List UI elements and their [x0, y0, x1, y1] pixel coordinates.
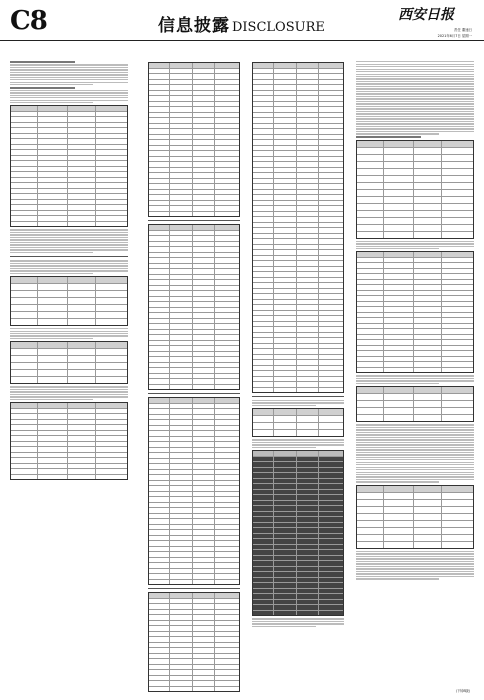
text-line — [356, 86, 474, 87]
text-line — [356, 66, 474, 67]
table-row — [253, 429, 343, 436]
text-line — [10, 242, 128, 243]
text-line — [356, 561, 474, 562]
table-row — [357, 182, 473, 189]
text-line — [356, 551, 474, 552]
table-row — [11, 297, 127, 304]
section-title-en: DISCLOSURE — [232, 20, 325, 35]
text-line — [10, 265, 128, 266]
data-table — [356, 485, 474, 549]
table-row — [357, 175, 473, 182]
text-line — [252, 623, 344, 624]
data-table — [252, 62, 344, 393]
table-row — [357, 367, 473, 373]
text-line — [356, 576, 474, 577]
text-line — [356, 479, 474, 480]
text-block — [356, 375, 474, 384]
data-table — [148, 592, 240, 692]
column-3 — [252, 60, 344, 628]
text-block — [10, 328, 128, 339]
table-row — [357, 513, 473, 520]
table-row — [253, 387, 343, 393]
section-title — [158, 11, 325, 36]
text-line — [252, 626, 316, 627]
table-row — [357, 147, 473, 154]
divider — [148, 393, 240, 394]
text-line — [10, 270, 128, 271]
text-line — [356, 556, 474, 557]
text-line — [356, 558, 474, 559]
text-line — [10, 247, 128, 248]
table-row — [357, 492, 473, 499]
table-row — [357, 393, 473, 400]
table-row — [357, 210, 473, 217]
subheading — [10, 61, 75, 63]
text-line — [10, 100, 128, 101]
column-2 — [148, 60, 240, 694]
text-line — [356, 248, 439, 249]
text-line — [10, 84, 93, 85]
text-block — [252, 618, 344, 627]
table-row — [11, 304, 127, 311]
table-row — [357, 534, 473, 541]
data-table — [148, 224, 240, 390]
text-line — [356, 472, 474, 473]
text-line — [10, 237, 128, 238]
table-row — [149, 686, 239, 692]
text-line — [356, 118, 474, 119]
table-row — [149, 579, 239, 585]
text-line — [10, 263, 128, 264]
table-row — [357, 224, 473, 231]
continued-marker: (下转B版) — [455, 689, 470, 693]
subheading — [10, 87, 75, 89]
text-line — [356, 91, 474, 92]
table-row — [11, 369, 127, 376]
text-line — [356, 98, 474, 99]
table-row — [253, 422, 343, 429]
text-line — [356, 69, 474, 70]
table-row — [149, 384, 239, 390]
text-line — [356, 437, 474, 438]
text-line — [252, 442, 344, 443]
text-line — [356, 380, 474, 381]
text-line — [356, 121, 474, 122]
text-line — [356, 571, 474, 572]
text-line — [356, 131, 474, 132]
text-line — [10, 396, 128, 397]
table-row — [357, 541, 473, 548]
table-row — [357, 168, 473, 175]
text-line — [252, 402, 344, 403]
text-line — [252, 444, 344, 445]
text-line — [10, 64, 128, 65]
table-row — [11, 290, 127, 297]
data-table — [356, 386, 474, 422]
table-row — [149, 211, 239, 217]
table-row — [357, 231, 473, 238]
text-line — [356, 76, 474, 77]
edition-line: 责任 董速日 — [453, 28, 472, 32]
data-table — [356, 140, 474, 239]
text-line — [252, 621, 344, 622]
text-line — [356, 101, 474, 102]
text-line — [10, 229, 128, 230]
table-row — [253, 415, 343, 422]
text-line — [356, 432, 474, 433]
divider — [10, 256, 128, 257]
text-line — [252, 405, 316, 406]
data-table — [10, 341, 128, 384]
text-line — [356, 383, 439, 384]
text-line — [356, 61, 474, 62]
text-line — [356, 123, 474, 124]
text-line — [356, 88, 474, 89]
text-line — [356, 96, 474, 97]
text-line — [356, 74, 474, 75]
text-block — [356, 241, 474, 250]
data-table — [148, 397, 240, 585]
table-row — [357, 154, 473, 161]
text-line — [356, 553, 474, 554]
text-line — [10, 328, 128, 329]
text-line — [10, 102, 93, 103]
text-line — [356, 78, 474, 79]
text-line — [356, 126, 474, 127]
table-row — [357, 520, 473, 527]
divider — [252, 396, 344, 397]
text-block — [10, 229, 128, 253]
text-line — [10, 391, 128, 392]
text-line — [10, 399, 93, 400]
table-row — [11, 283, 127, 290]
table-row — [357, 506, 473, 513]
data-table — [10, 276, 128, 326]
table-row — [11, 362, 127, 369]
text-line — [356, 103, 474, 104]
text-line — [10, 394, 128, 395]
text-line — [252, 400, 344, 401]
table-row — [357, 527, 473, 534]
text-line — [10, 386, 128, 387]
section-title-cn: 信息披露 — [158, 16, 230, 36]
text-line — [356, 113, 474, 114]
text-line — [356, 241, 474, 242]
issue-date-line: 2021年6月7日 星期一 — [437, 34, 472, 38]
table-row — [253, 610, 343, 616]
data-table — [148, 62, 240, 217]
newspaper-logo: 西安日报 — [398, 7, 454, 23]
text-line — [356, 83, 474, 84]
text-line — [356, 457, 474, 458]
table-row — [11, 355, 127, 362]
text-line — [10, 95, 128, 96]
table-row — [11, 318, 127, 325]
table-row — [357, 400, 473, 407]
table-row — [357, 196, 473, 203]
text-line — [10, 92, 128, 93]
data-table — [10, 402, 128, 480]
table-row — [357, 414, 473, 421]
text-line — [356, 454, 474, 455]
page-code: C8 — [10, 6, 47, 36]
text-line — [10, 335, 128, 336]
text-line — [356, 111, 474, 112]
text-line — [356, 452, 474, 453]
text-block — [10, 90, 128, 104]
text-line — [356, 467, 474, 468]
text-line — [10, 234, 128, 235]
data-table — [252, 408, 344, 437]
table-row — [11, 348, 127, 355]
text-line — [10, 268, 128, 269]
text-line — [356, 439, 474, 440]
text-line — [356, 243, 474, 244]
text-line — [10, 273, 93, 274]
table-row — [357, 217, 473, 224]
text-block — [252, 439, 344, 448]
text-line — [356, 449, 474, 450]
text-line — [356, 108, 474, 109]
text-line — [356, 116, 474, 117]
text-line — [10, 239, 128, 240]
text-block — [10, 260, 128, 274]
text-line — [10, 97, 128, 98]
text-line — [10, 249, 128, 250]
text-line — [356, 464, 474, 465]
data-table — [10, 105, 128, 227]
text-line — [252, 447, 316, 448]
table-row — [11, 311, 127, 318]
table-row — [11, 376, 127, 383]
data-table — [252, 450, 344, 616]
text-line — [10, 331, 128, 332]
text-line — [356, 71, 474, 72]
text-line — [10, 260, 128, 261]
text-line — [10, 67, 128, 68]
text-line — [356, 81, 474, 82]
table-row — [357, 189, 473, 196]
text-line — [10, 252, 93, 253]
text-line — [356, 566, 474, 567]
table-row — [357, 499, 473, 506]
masthead — [0, 0, 484, 41]
text-line — [356, 481, 439, 482]
text-line — [10, 333, 128, 334]
text-line — [356, 378, 474, 379]
text-line — [10, 389, 128, 390]
text-line — [356, 375, 474, 376]
table-row — [357, 161, 473, 168]
text-line — [10, 74, 128, 75]
text-block — [356, 424, 474, 483]
text-line — [356, 573, 474, 574]
text-line — [10, 82, 128, 83]
table-row — [11, 221, 127, 227]
text-line — [356, 442, 474, 443]
text-line — [356, 106, 474, 107]
divider — [148, 220, 240, 221]
text-line — [356, 476, 474, 477]
text-line — [356, 462, 474, 463]
text-line — [356, 128, 474, 129]
text-line — [252, 439, 344, 440]
text-line — [10, 90, 128, 91]
text-line — [10, 232, 128, 233]
text-line — [356, 578, 439, 579]
text-line — [356, 474, 474, 475]
text-block — [252, 400, 344, 406]
text-block — [10, 386, 128, 400]
text-line — [10, 244, 128, 245]
text-line — [10, 72, 128, 73]
text-line — [252, 618, 344, 619]
data-table — [356, 251, 474, 373]
text-block — [356, 551, 474, 580]
text-line — [10, 77, 128, 78]
divider — [148, 588, 240, 589]
text-line — [356, 133, 439, 134]
text-block — [356, 61, 474, 134]
text-line — [356, 444, 474, 445]
text-line — [356, 246, 474, 247]
table-row — [357, 407, 473, 414]
text-line — [356, 93, 474, 94]
subheading — [356, 136, 421, 138]
text-line — [10, 338, 93, 339]
text-line — [356, 424, 474, 425]
text-line — [356, 469, 474, 470]
text-line — [356, 568, 474, 569]
text-line — [356, 563, 474, 564]
column-4 — [356, 60, 474, 581]
text-line — [356, 434, 474, 435]
text-line — [356, 459, 474, 460]
table-row — [357, 203, 473, 210]
text-line — [356, 64, 474, 65]
text-line — [356, 447, 474, 448]
table-row — [11, 474, 127, 480]
text-line — [10, 79, 128, 80]
text-line — [10, 69, 128, 70]
text-line — [356, 427, 474, 428]
column-1 — [10, 60, 128, 482]
text-block — [10, 64, 128, 85]
text-line — [356, 429, 474, 430]
